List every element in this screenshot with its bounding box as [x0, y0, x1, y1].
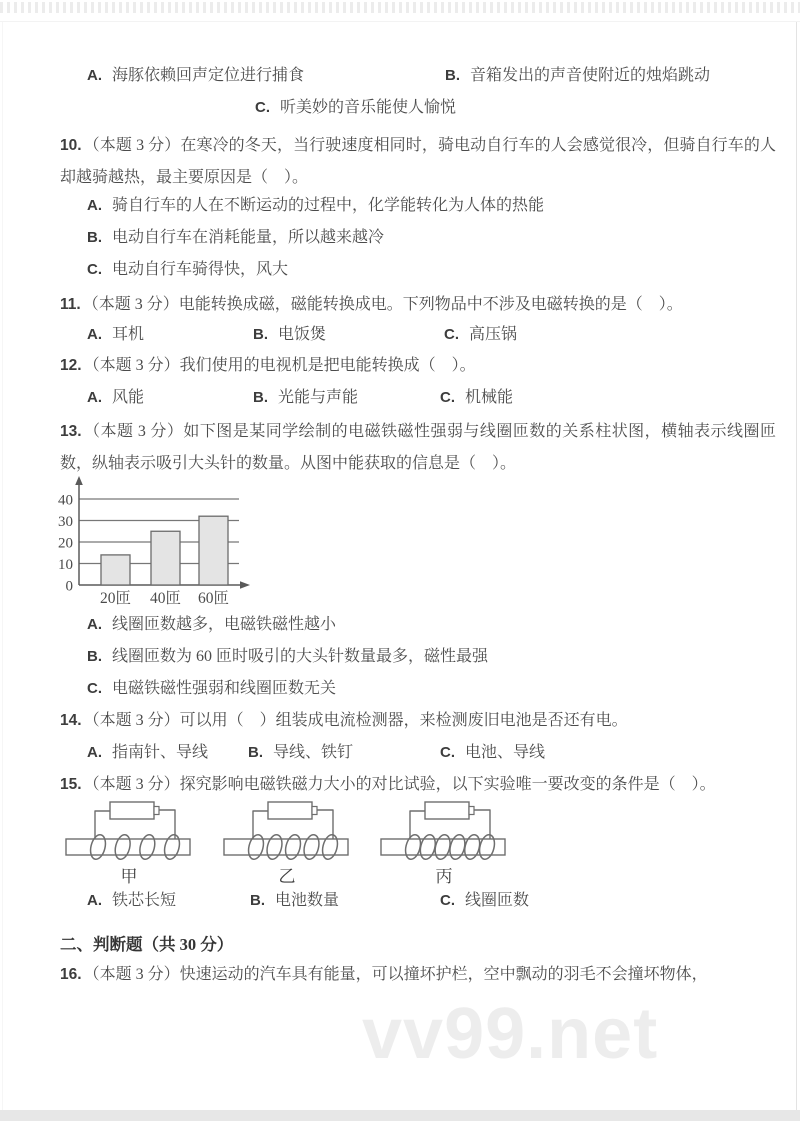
q16-stem [60, 964, 708, 986]
q15-option-b-letter: B. [250, 892, 265, 909]
q13-stem [60, 416, 776, 480]
q14-option-c-text: 电池、导线 [465, 744, 546, 761]
watermark: vv99.net [362, 994, 659, 1074]
q15-stem [60, 774, 716, 796]
q14-option-a-letter: A. [87, 744, 102, 761]
section-2-header: 二、判断题（共 30 分） [60, 935, 234, 954]
q13-number: 13. [60, 423, 82, 440]
q13-option-a [87, 614, 336, 636]
q10-option-b [87, 227, 384, 249]
q11-option-c-text: 高压锅 [469, 326, 518, 343]
q12-option-b [253, 387, 358, 409]
q16-stem-text: （本题 3 分）快速运动的汽车具有能量，可以撞坏护栏，空中飘动的羽毛不会撞坏物体， [83, 966, 708, 983]
q9-option-b [445, 65, 710, 87]
page-separator [0, 1110, 800, 1121]
circuit-label-jia: 甲 [120, 867, 138, 886]
electromagnet-drawing [222, 799, 352, 868]
q10-option-c-text: 电动自行车骑得快，风大 [112, 261, 289, 278]
q10-option-a [87, 195, 544, 217]
q10-stem-text: （本题 3 分）在寒冷的冬天，当行驶速度相同时，骑电动自行车的人会感觉很冷，但骑自行车的人却越骑越热，最主要原因是（ ）。 [60, 137, 776, 186]
q13-option-b [87, 646, 488, 668]
q9-option-c-text: 听美妙的音乐能使人愉悦 [280, 99, 457, 116]
q10-stem [60, 130, 776, 194]
q11-option-b-text: 电饭煲 [278, 326, 327, 343]
q14-option-b-text: 导线、铁钉 [273, 744, 354, 761]
q11-option-b [253, 324, 326, 346]
svg-text:40: 40 [58, 492, 73, 509]
q12-options-row [0, 387, 800, 409]
q14-option-b [248, 742, 353, 764]
q10-option-a-text: 骑自行车的人在不断运动的过程中，化学能转化为人体的热能 [112, 197, 545, 214]
q13-option-c-text: 电磁铁磁性强弱和线圈匝数无关 [112, 680, 337, 697]
q14-option-a [87, 742, 208, 764]
circuit-label-bing: 丙 [435, 867, 453, 886]
q13-option-b-text: 线圈匝数为 60 匝时吸引的大头针数量最多，磁性最强 [112, 648, 489, 665]
q9-option-a [87, 65, 304, 87]
q12-option-c-text: 机械能 [465, 389, 514, 406]
q12-option-a-letter: A. [87, 389, 102, 406]
q13-option-c [87, 678, 336, 700]
q12-option-a [87, 387, 144, 409]
circuit-diagram-bing [379, 799, 509, 887]
q15-option-b-text: 电池数量 [275, 892, 340, 909]
q12-number: 12. [60, 357, 82, 374]
q10-option-b-letter: B. [87, 229, 102, 246]
q9-options-row [0, 65, 800, 87]
page-right-edge [796, 22, 797, 1110]
q11-stem [60, 294, 683, 316]
q9-option-b-text: 音箱发出的声音使附近的烛焰跳动 [470, 67, 711, 84]
q15-option-a [87, 890, 176, 912]
q14-option-c-letter: C. [440, 744, 455, 761]
q9-option-c-letter: C. [255, 99, 270, 116]
q14-option-a-text: 指南针、导线 [112, 744, 209, 761]
q12-option-b-text: 光能与声能 [278, 389, 359, 406]
svg-text:20: 20 [58, 535, 73, 552]
q11-option-a-text: 耳机 [112, 326, 145, 343]
q15-options-row [0, 890, 800, 912]
q15-option-c [440, 890, 529, 912]
q15-option-a-text: 铁芯长短 [112, 892, 177, 909]
page-top-texture [0, 2, 800, 13]
q14-stem [60, 710, 628, 732]
circuit-diagram-jia [64, 799, 194, 887]
svg-text:30: 30 [58, 514, 73, 530]
q9-option-c-row [0, 97, 800, 119]
q13-option-a-text: 线圈匝数越多，电磁铁磁性越小 [112, 616, 337, 633]
page-top-divider [0, 21, 800, 22]
svg-text:40匝: 40匝 [149, 590, 182, 607]
q16-number: 16. [60, 966, 82, 983]
q9-option-a-text: 海豚依赖回声定位进行捕食 [112, 67, 305, 84]
q13-option-a-letter: A. [87, 616, 102, 633]
q13-stem-text: （本题 3 分）如下图是某同学绘制的电磁铁磁性强弱与线圈匝数的关系柱状图，横轴表示线圈匝数，纵轴表示吸引大头针的数量。从图中能获取的信息是（ ）。 [60, 423, 776, 472]
q10-option-c-letter: C. [87, 261, 102, 278]
q15-number: 15. [60, 776, 82, 793]
q11-option-a-letter: A. [87, 326, 102, 343]
q9-option-a-letter: A. [87, 67, 102, 84]
page-left-edge [2, 22, 3, 1110]
q11-stem-text: （本题 3 分）电能转换成磁，磁能转换成电。下列物品中不涉及电磁转换的是（ ）。 [82, 296, 683, 313]
q12-option-c [440, 387, 513, 409]
bar-chart [36, 476, 260, 612]
q12-option-c-letter: C. [440, 389, 455, 406]
q11-option-c-letter: C. [444, 326, 459, 343]
q10-option-a-letter: A. [87, 197, 102, 214]
q12-stem-text: （本题 3 分）我们使用的电视机是把电能转换成（ ）。 [83, 357, 476, 374]
q12-stem [60, 355, 476, 377]
q15-option-b [250, 890, 339, 912]
q14-options-row [0, 742, 800, 764]
q14-option-b-letter: B. [248, 744, 263, 761]
q15-option-a-letter: A. [87, 892, 102, 909]
svg-text:20匝: 20匝 [99, 590, 132, 607]
electromagnet-drawing [379, 799, 509, 868]
q11-option-b-letter: B. [253, 326, 268, 343]
q11-option-a [87, 324, 144, 346]
q14-stem-text: （本题 3 分）可以用（ ）组装成电流检测器，来检测废旧电池是否还有电。 [83, 712, 628, 729]
q15-stem-text: （本题 3 分）探究影响电磁铁磁力大小的对比试验，以下实验唯一要改变的条件是（ ）。 [83, 776, 716, 793]
q9-option-c [255, 97, 456, 119]
q10-option-b-text: 电动自行车在消耗能量，所以越来越冷 [112, 229, 385, 246]
q11-option-c [444, 324, 517, 346]
q13-option-c-letter: C. [87, 680, 102, 697]
q14-option-c [440, 742, 545, 764]
q10-number: 10. [60, 137, 82, 154]
svg-text:0: 0 [65, 578, 73, 595]
svg-text:60匝: 60匝 [197, 590, 230, 607]
q12-option-b-letter: B. [253, 389, 268, 406]
circuit-diagram-yi [222, 799, 352, 887]
q9-option-b-letter: B. [445, 67, 460, 84]
q13-option-b-letter: B. [87, 648, 102, 665]
svg-text:10: 10 [58, 557, 73, 573]
electromagnet-drawing [64, 799, 194, 868]
q11-options-row [0, 324, 800, 346]
q11-number: 11. [60, 296, 81, 313]
circuit-label-yi: 乙 [278, 867, 296, 886]
q10-option-c [87, 259, 288, 281]
q15-option-c-letter: C. [440, 892, 455, 909]
q12-option-a-text: 风能 [112, 389, 145, 406]
q15-option-c-text: 线圈匝数 [465, 892, 530, 909]
q14-number: 14. [60, 712, 82, 729]
